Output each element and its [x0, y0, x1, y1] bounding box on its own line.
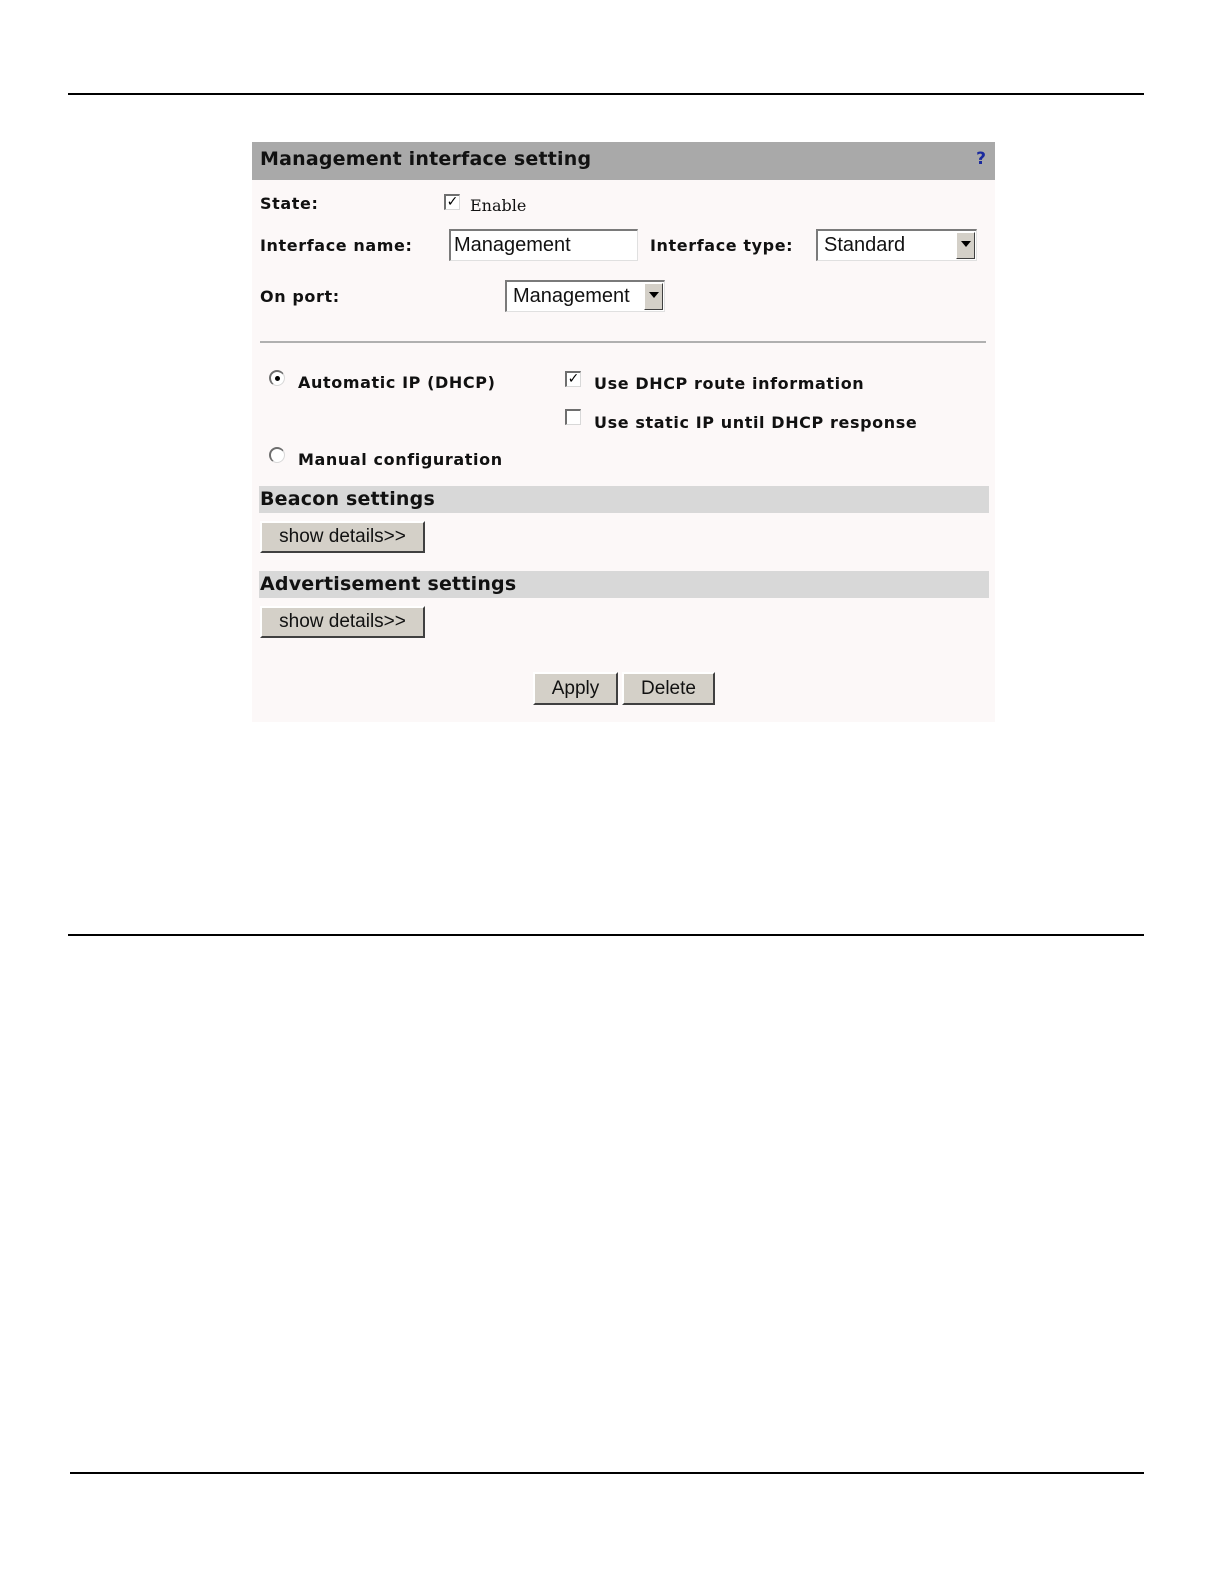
enable-label: Enable	[470, 196, 527, 215]
delete-button[interactable]: Delete	[622, 672, 715, 705]
automatic-ip-label: Automatic IP (DHCP)	[298, 373, 496, 392]
manual-config-radio[interactable]	[269, 447, 285, 463]
interface-name-input[interactable]: Management	[449, 229, 638, 261]
advertisement-settings-header	[259, 571, 989, 598]
use-static-ip-label: Use static IP until DHCP response	[594, 413, 918, 432]
use-dhcp-route-label: Use DHCP route information	[594, 374, 865, 393]
middle-rule	[68, 934, 1144, 936]
bottom-rule	[70, 1472, 1144, 1474]
panel-header	[252, 142, 995, 180]
state-label: State:	[260, 194, 319, 213]
automatic-ip-radio[interactable]	[269, 370, 285, 386]
beacon-settings-header	[259, 486, 989, 513]
radio-dot-icon	[275, 376, 280, 381]
beacon-show-details-button[interactable]: show details>>	[260, 521, 425, 553]
chevron-down-icon[interactable]	[644, 283, 663, 310]
apply-button[interactable]: Apply	[533, 672, 618, 705]
interface-type-select[interactable]	[816, 229, 977, 261]
management-interface-panel	[252, 142, 995, 722]
use-dhcp-route-checkbox[interactable]: ✓	[565, 371, 581, 387]
on-port-select[interactable]	[505, 280, 665, 312]
on-port-value: Management	[513, 285, 630, 307]
panel-title: Management interface setting	[260, 148, 592, 170]
interface-name-label: Interface name:	[260, 236, 413, 255]
divider	[260, 341, 986, 343]
chevron-down-icon[interactable]	[956, 232, 975, 259]
on-port-label: On port:	[260, 287, 340, 306]
top-rule	[68, 93, 1144, 95]
advertisement-show-details-button[interactable]: show details>>	[260, 606, 425, 638]
help-icon[interactable]: ?	[976, 149, 986, 169]
enable-checkbox[interactable]: ✓	[444, 194, 460, 210]
interface-type-value: Standard	[824, 234, 906, 256]
advertisement-settings-title: Advertisement settings	[260, 573, 517, 595]
manual-config-label: Manual configuration	[298, 450, 503, 469]
interface-type-label: Interface type:	[650, 236, 794, 255]
beacon-settings-title: Beacon settings	[260, 488, 435, 510]
use-static-ip-checkbox[interactable]	[565, 409, 581, 425]
